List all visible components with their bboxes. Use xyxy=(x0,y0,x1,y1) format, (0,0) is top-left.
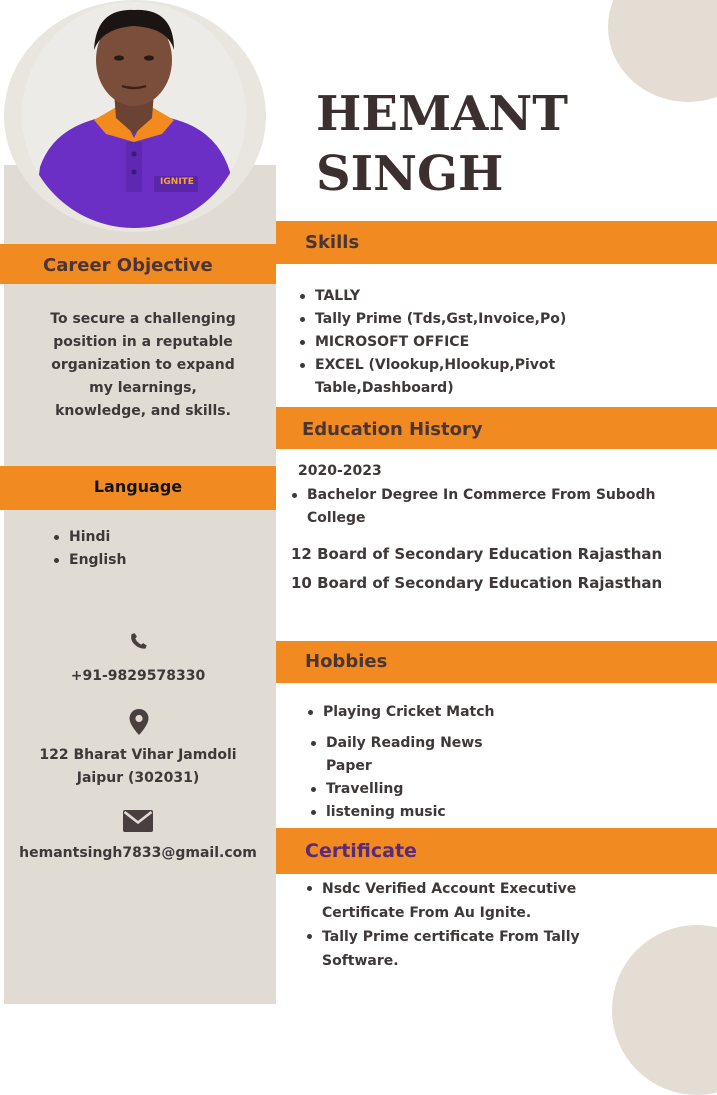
certificate-line: Software. xyxy=(322,953,399,969)
hobby-line: Daily Reading News xyxy=(326,735,483,751)
profile-photo xyxy=(22,2,246,228)
hobbies-list-continued xyxy=(309,732,689,824)
decor-circle-top-right xyxy=(608,0,717,102)
certificate-line: Certificate From Au Ignite. xyxy=(322,905,532,921)
career-objective-title: Career Objective xyxy=(43,255,213,276)
phone-number: +91-9829578330 xyxy=(70,668,206,684)
certificate-line: Tally Prime certificate From Tally xyxy=(322,929,580,945)
certificate-line: Nsdc Verified Account Executive xyxy=(322,881,577,897)
first-name: HEMANT xyxy=(316,86,568,142)
education-board-10: 10 Board of Secondary Education Rajasthan xyxy=(291,574,663,592)
list-item xyxy=(305,877,685,925)
objective-line: organization to expand xyxy=(51,357,235,373)
list-item: Travelling xyxy=(309,778,689,801)
list-item: EXCEL (Vlookup,Hlookup,Pivot xyxy=(298,354,698,377)
objective-line: knowledge, and skills. xyxy=(55,403,231,419)
list-item: TALLY xyxy=(298,285,698,308)
degree-line: College xyxy=(307,510,366,526)
education-title: Education History xyxy=(302,419,483,440)
list-item-continued xyxy=(298,377,698,400)
hobbies-title: Hobbies xyxy=(305,651,388,672)
objective-line: To secure a challenging xyxy=(50,311,236,327)
list-item: Hindi xyxy=(52,526,126,549)
education-list xyxy=(290,484,710,530)
full-name xyxy=(316,84,568,204)
skills-title: Skills xyxy=(305,232,360,253)
list-item: Playing Cricket Match xyxy=(306,701,686,724)
education-board-12: 12 Board of Secondary Education Rajasthan xyxy=(291,545,663,563)
sidebar-panel xyxy=(4,165,276,1004)
address-line: 122 Bharat Vihar Jamdoli xyxy=(39,747,237,763)
email-address: hemantsingh7833@gmail.com xyxy=(19,845,257,861)
address xyxy=(0,744,276,790)
list-item xyxy=(305,925,685,973)
mail-icon xyxy=(123,810,153,832)
education-years: 2020-2023 xyxy=(298,463,382,479)
language-title: Language xyxy=(93,477,183,496)
list-item: listening music xyxy=(309,801,689,824)
shirt-logo-text: IGNITE xyxy=(160,177,194,187)
skill-continuation: Table,Dashboard) xyxy=(315,380,454,396)
language-list xyxy=(52,526,126,572)
certificate-title: Certificate xyxy=(305,840,417,862)
skills-list xyxy=(298,285,698,400)
list-item: Tally Prime (Tds,Gst,Invoice,Po) xyxy=(298,308,698,331)
hobbies-list xyxy=(306,701,686,724)
location-pin-icon xyxy=(129,709,149,735)
list-item xyxy=(290,484,710,530)
certificate-list xyxy=(305,877,685,973)
phone-icon xyxy=(129,630,149,652)
last-name: SINGH xyxy=(316,146,504,202)
hobby-line: Paper xyxy=(326,758,372,774)
objective-line: my learnings, xyxy=(89,380,197,396)
list-item: English xyxy=(52,549,126,572)
list-item: MICROSOFT OFFICE xyxy=(298,331,698,354)
address-line: Jaipur (302031) xyxy=(76,770,200,786)
career-objective-text xyxy=(30,308,256,423)
objective-line: position in a reputable xyxy=(53,334,233,350)
list-item xyxy=(309,732,689,778)
degree-line: Bachelor Degree In Commerce From Subodh xyxy=(307,487,656,503)
